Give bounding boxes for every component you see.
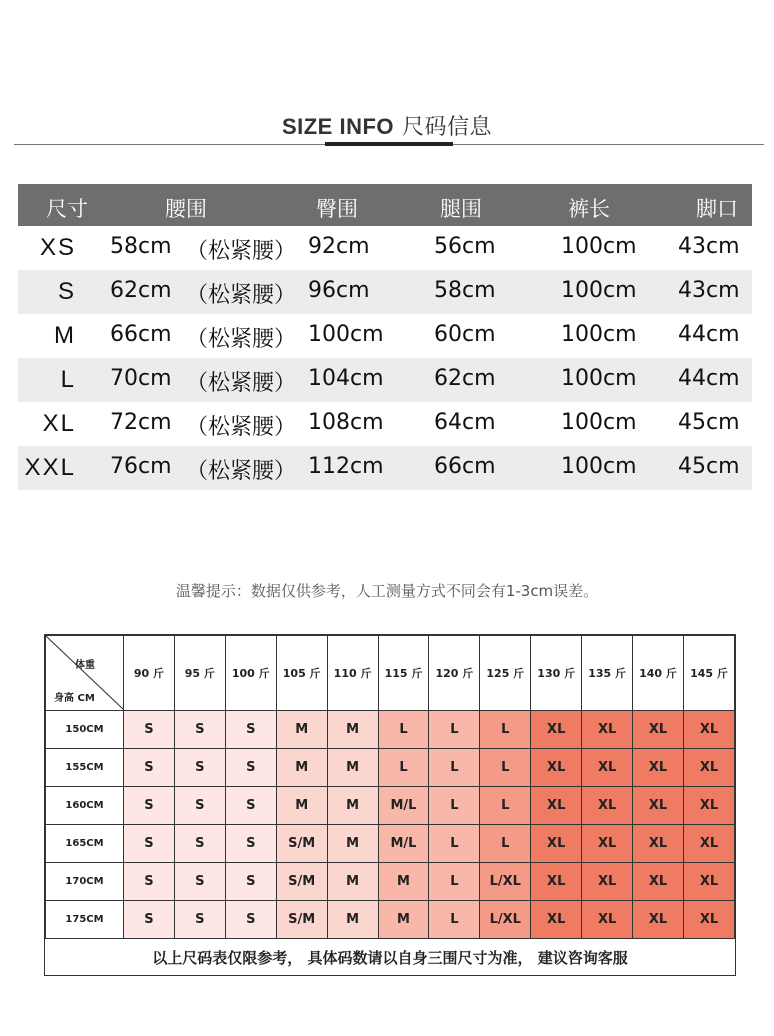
size-row xyxy=(18,314,752,358)
size-recommendation-cell: L xyxy=(429,749,480,787)
size-cell-waist-note: （松紧腰） xyxy=(186,459,297,484)
size-recommendation-cell: S xyxy=(124,749,175,787)
size-cell-hem: 43cm xyxy=(678,278,740,303)
size-cell-waist-note: （松紧腰） xyxy=(186,327,297,352)
size-cell-thigh: 62cm xyxy=(434,366,496,391)
size-recommendation-cell: L xyxy=(429,825,480,863)
size-cell-hip: 100cm xyxy=(308,322,384,347)
size-cell-hip: 108cm xyxy=(308,410,384,435)
size-recommendation-cell: S xyxy=(225,901,276,939)
weight-header: 135 斤 xyxy=(582,636,633,711)
size-recommendation-cell: M xyxy=(276,749,327,787)
height-label: 165CM xyxy=(46,825,124,863)
size-recommendation-cell: XL xyxy=(633,749,684,787)
height-row xyxy=(46,863,735,901)
corner-cell xyxy=(46,636,124,711)
size-cell-waist: 66cm xyxy=(110,322,172,347)
size-recommendation-cell: S xyxy=(174,901,225,939)
size-recommendation-cell: XL xyxy=(582,825,633,863)
size-cell-length: 100cm xyxy=(561,366,637,391)
height-label: 175CM xyxy=(46,901,124,939)
size-recommendation-cell: S xyxy=(124,825,175,863)
size-recommendation-cell: M xyxy=(327,825,378,863)
tip-text: 温馨提示：数据仅供参考，人工测量方式不同会有1-3cm误差。 xyxy=(175,582,599,600)
size-cell-size: XXL xyxy=(24,454,76,481)
header-hip: 臀围 xyxy=(316,197,358,221)
size-row xyxy=(18,402,752,446)
size-cell-hem: 45cm xyxy=(678,454,740,479)
size-cell-hip: 104cm xyxy=(308,366,384,391)
header-waist: 腰围 xyxy=(165,197,207,221)
size-recommendation-cell: M xyxy=(327,863,378,901)
size-recommendation-cell: M xyxy=(327,787,378,825)
size-recommendation-cell: M xyxy=(327,711,378,749)
size-recommendation-cell: M/L xyxy=(378,787,429,825)
weight-header: 90 斤 xyxy=(124,636,175,711)
size-cell-thigh: 56cm xyxy=(434,234,496,259)
size-recommendation-cell: L xyxy=(429,901,480,939)
size-recommendation-cell: XL xyxy=(683,825,734,863)
size-cell-hem: 45cm xyxy=(678,410,740,435)
size-cell-hem: 44cm xyxy=(678,322,740,347)
size-recommendation-cell: L xyxy=(429,863,480,901)
size-cell-waist: 72cm xyxy=(110,410,172,435)
page-title xyxy=(0,110,774,141)
height-row xyxy=(46,711,735,749)
size-recommendation-cell: XL xyxy=(582,787,633,825)
size-recommendation-cell: M xyxy=(327,901,378,939)
title-underline xyxy=(325,142,453,146)
size-recommendation-cell: XL xyxy=(633,901,684,939)
size-cell-thigh: 64cm xyxy=(434,410,496,435)
size-recommendation-cell: M xyxy=(276,711,327,749)
title-en: SIZE INFO xyxy=(281,114,395,139)
weight-header: 120 斤 xyxy=(429,636,480,711)
size-cell-length: 100cm xyxy=(561,410,637,435)
size-cell-hip: 96cm xyxy=(308,278,370,303)
size-cell-thigh: 58cm xyxy=(434,278,496,303)
size-recommendation-cell: S xyxy=(174,749,225,787)
size-recommendation-cell: XL xyxy=(683,749,734,787)
weight-header: 140 斤 xyxy=(633,636,684,711)
size-recommendation-cell: S xyxy=(225,787,276,825)
size-recommendation-cell: XL xyxy=(531,711,582,749)
height-label: 150CM xyxy=(46,711,124,749)
size-cell-size: XL xyxy=(42,410,76,437)
size-cell-size: XS xyxy=(39,234,76,261)
size-cell-waist-note: （松紧腰） xyxy=(186,283,297,308)
corner-height-label: 身高 CM xyxy=(54,693,95,704)
size-recommendation-cell: XL xyxy=(633,863,684,901)
size-recommendation-cell: S xyxy=(124,901,175,939)
size-recommendation-cell: XL xyxy=(633,825,684,863)
size-recommendation-cell: L/XL xyxy=(480,863,531,901)
size-recommendation-cell: L/XL xyxy=(480,901,531,939)
corner-weight-label: 体重 xyxy=(75,660,95,671)
size-cell-length: 100cm xyxy=(561,322,637,347)
size-cell-thigh: 66cm xyxy=(434,454,496,479)
size-recommendation-cell: XL xyxy=(582,749,633,787)
size-cell-waist-note: （松紧腰） xyxy=(186,239,297,264)
size-recommendation-cell: M xyxy=(276,787,327,825)
size-recommendation-cell: S xyxy=(124,787,175,825)
size-cell-waist-note: （松紧腰） xyxy=(186,415,297,440)
size-recommendation-cell: XL xyxy=(683,863,734,901)
size-recommendation-cell: XL xyxy=(582,711,633,749)
size-recommendation-cell: S/M xyxy=(276,863,327,901)
size-recommendation-cell: S xyxy=(174,863,225,901)
size-recommendation-cell: S xyxy=(225,749,276,787)
size-cell-waist-note: （松紧腰） xyxy=(186,371,297,396)
size-row xyxy=(18,226,752,270)
size-recommendation-cell: S xyxy=(225,863,276,901)
size-recommendation-cell: XL xyxy=(683,901,734,939)
size-cell-hip: 112cm xyxy=(308,454,384,479)
header-length: 裤长 xyxy=(568,197,610,221)
size-recommendation-cell: XL xyxy=(531,749,582,787)
size-recommendation-cell: S xyxy=(124,711,175,749)
size-recommendation-cell: S xyxy=(174,825,225,863)
size-recommendation-cell: XL xyxy=(582,901,633,939)
size-recommendation-cell: XL xyxy=(683,711,734,749)
size-cell-length: 100cm xyxy=(561,278,637,303)
size-table-header xyxy=(18,184,752,226)
size-row xyxy=(18,358,752,402)
header-thigh: 腿围 xyxy=(440,197,482,221)
chart-footer-note: 以上尺码表仅限参考， 具体码数请以自身三围尺寸为准， 建议咨询客服 xyxy=(152,949,628,967)
size-recommendation-cell: L xyxy=(480,749,531,787)
size-cell-waist: 62cm xyxy=(110,278,172,303)
height-label: 170CM xyxy=(46,863,124,901)
weight-header: 145 斤 xyxy=(683,636,734,711)
weight-header: 115 斤 xyxy=(378,636,429,711)
size-cell-hem: 43cm xyxy=(678,234,740,259)
height-row xyxy=(46,749,735,787)
size-recommendation-cell: M xyxy=(378,901,429,939)
size-recommendation-cell: XL xyxy=(582,863,633,901)
weight-header: 110 斤 xyxy=(327,636,378,711)
size-recommendation-cell: S xyxy=(225,825,276,863)
size-cell-size: M xyxy=(54,322,76,349)
size-recommendation-cell: XL xyxy=(531,901,582,939)
size-recommendation-cell: XL xyxy=(531,787,582,825)
size-recommendation-cell: S xyxy=(174,711,225,749)
size-cell-size: S xyxy=(57,278,76,305)
size-cell-waist: 70cm xyxy=(110,366,172,391)
size-recommendation-cell: L xyxy=(429,787,480,825)
size-cell-hip: 92cm xyxy=(308,234,370,259)
size-cell-length: 100cm xyxy=(561,454,637,479)
weight-header: 100 斤 xyxy=(225,636,276,711)
size-recommendation-chart xyxy=(44,634,736,976)
height-label: 160CM xyxy=(46,787,124,825)
header-size: 尺寸 xyxy=(46,197,88,221)
size-recommendation-cell: XL xyxy=(531,863,582,901)
size-row xyxy=(18,270,752,314)
height-row xyxy=(46,787,735,825)
size-recommendation-cell: S/M xyxy=(276,825,327,863)
size-recommendation-cell: XL xyxy=(633,711,684,749)
weight-header: 105 斤 xyxy=(276,636,327,711)
size-recommendation-cell: L xyxy=(480,711,531,749)
size-cell-length: 100cm xyxy=(561,234,637,259)
size-recommendation-cell: L xyxy=(480,825,531,863)
size-cell-waist: 76cm xyxy=(110,454,172,479)
size-recommendation-cell: L xyxy=(378,749,429,787)
size-recommendation-cell: M/L xyxy=(378,825,429,863)
size-table xyxy=(18,184,752,490)
size-recommendation-cell: M xyxy=(327,749,378,787)
size-recommendation-cell: S xyxy=(225,711,276,749)
size-cell-hem: 44cm xyxy=(678,366,740,391)
size-recommendation-cell: XL xyxy=(531,825,582,863)
size-recommendation-cell: L xyxy=(429,711,480,749)
weight-header: 95 斤 xyxy=(174,636,225,711)
size-recommendation-cell: XL xyxy=(633,787,684,825)
size-recommendation-cell: S xyxy=(124,863,175,901)
height-label: 155CM xyxy=(46,749,124,787)
size-recommendation-cell: S xyxy=(174,787,225,825)
size-recommendation-cell: XL xyxy=(683,787,734,825)
size-cell-waist: 58cm xyxy=(110,234,172,259)
size-cell-thigh: 60cm xyxy=(434,322,496,347)
header-hem: 脚口 xyxy=(696,197,738,221)
size-recommendation-cell: S/M xyxy=(276,901,327,939)
height-row xyxy=(46,901,735,939)
weight-header: 130 斤 xyxy=(531,636,582,711)
size-cell-size: L xyxy=(60,366,76,393)
size-row xyxy=(18,446,752,490)
size-recommendation-cell: L xyxy=(378,711,429,749)
weight-header: 125 斤 xyxy=(480,636,531,711)
title-cn: 尺码信息 xyxy=(402,115,493,140)
size-recommendation-cell: L xyxy=(480,787,531,825)
size-recommendation-cell: M xyxy=(378,863,429,901)
height-row xyxy=(46,825,735,863)
